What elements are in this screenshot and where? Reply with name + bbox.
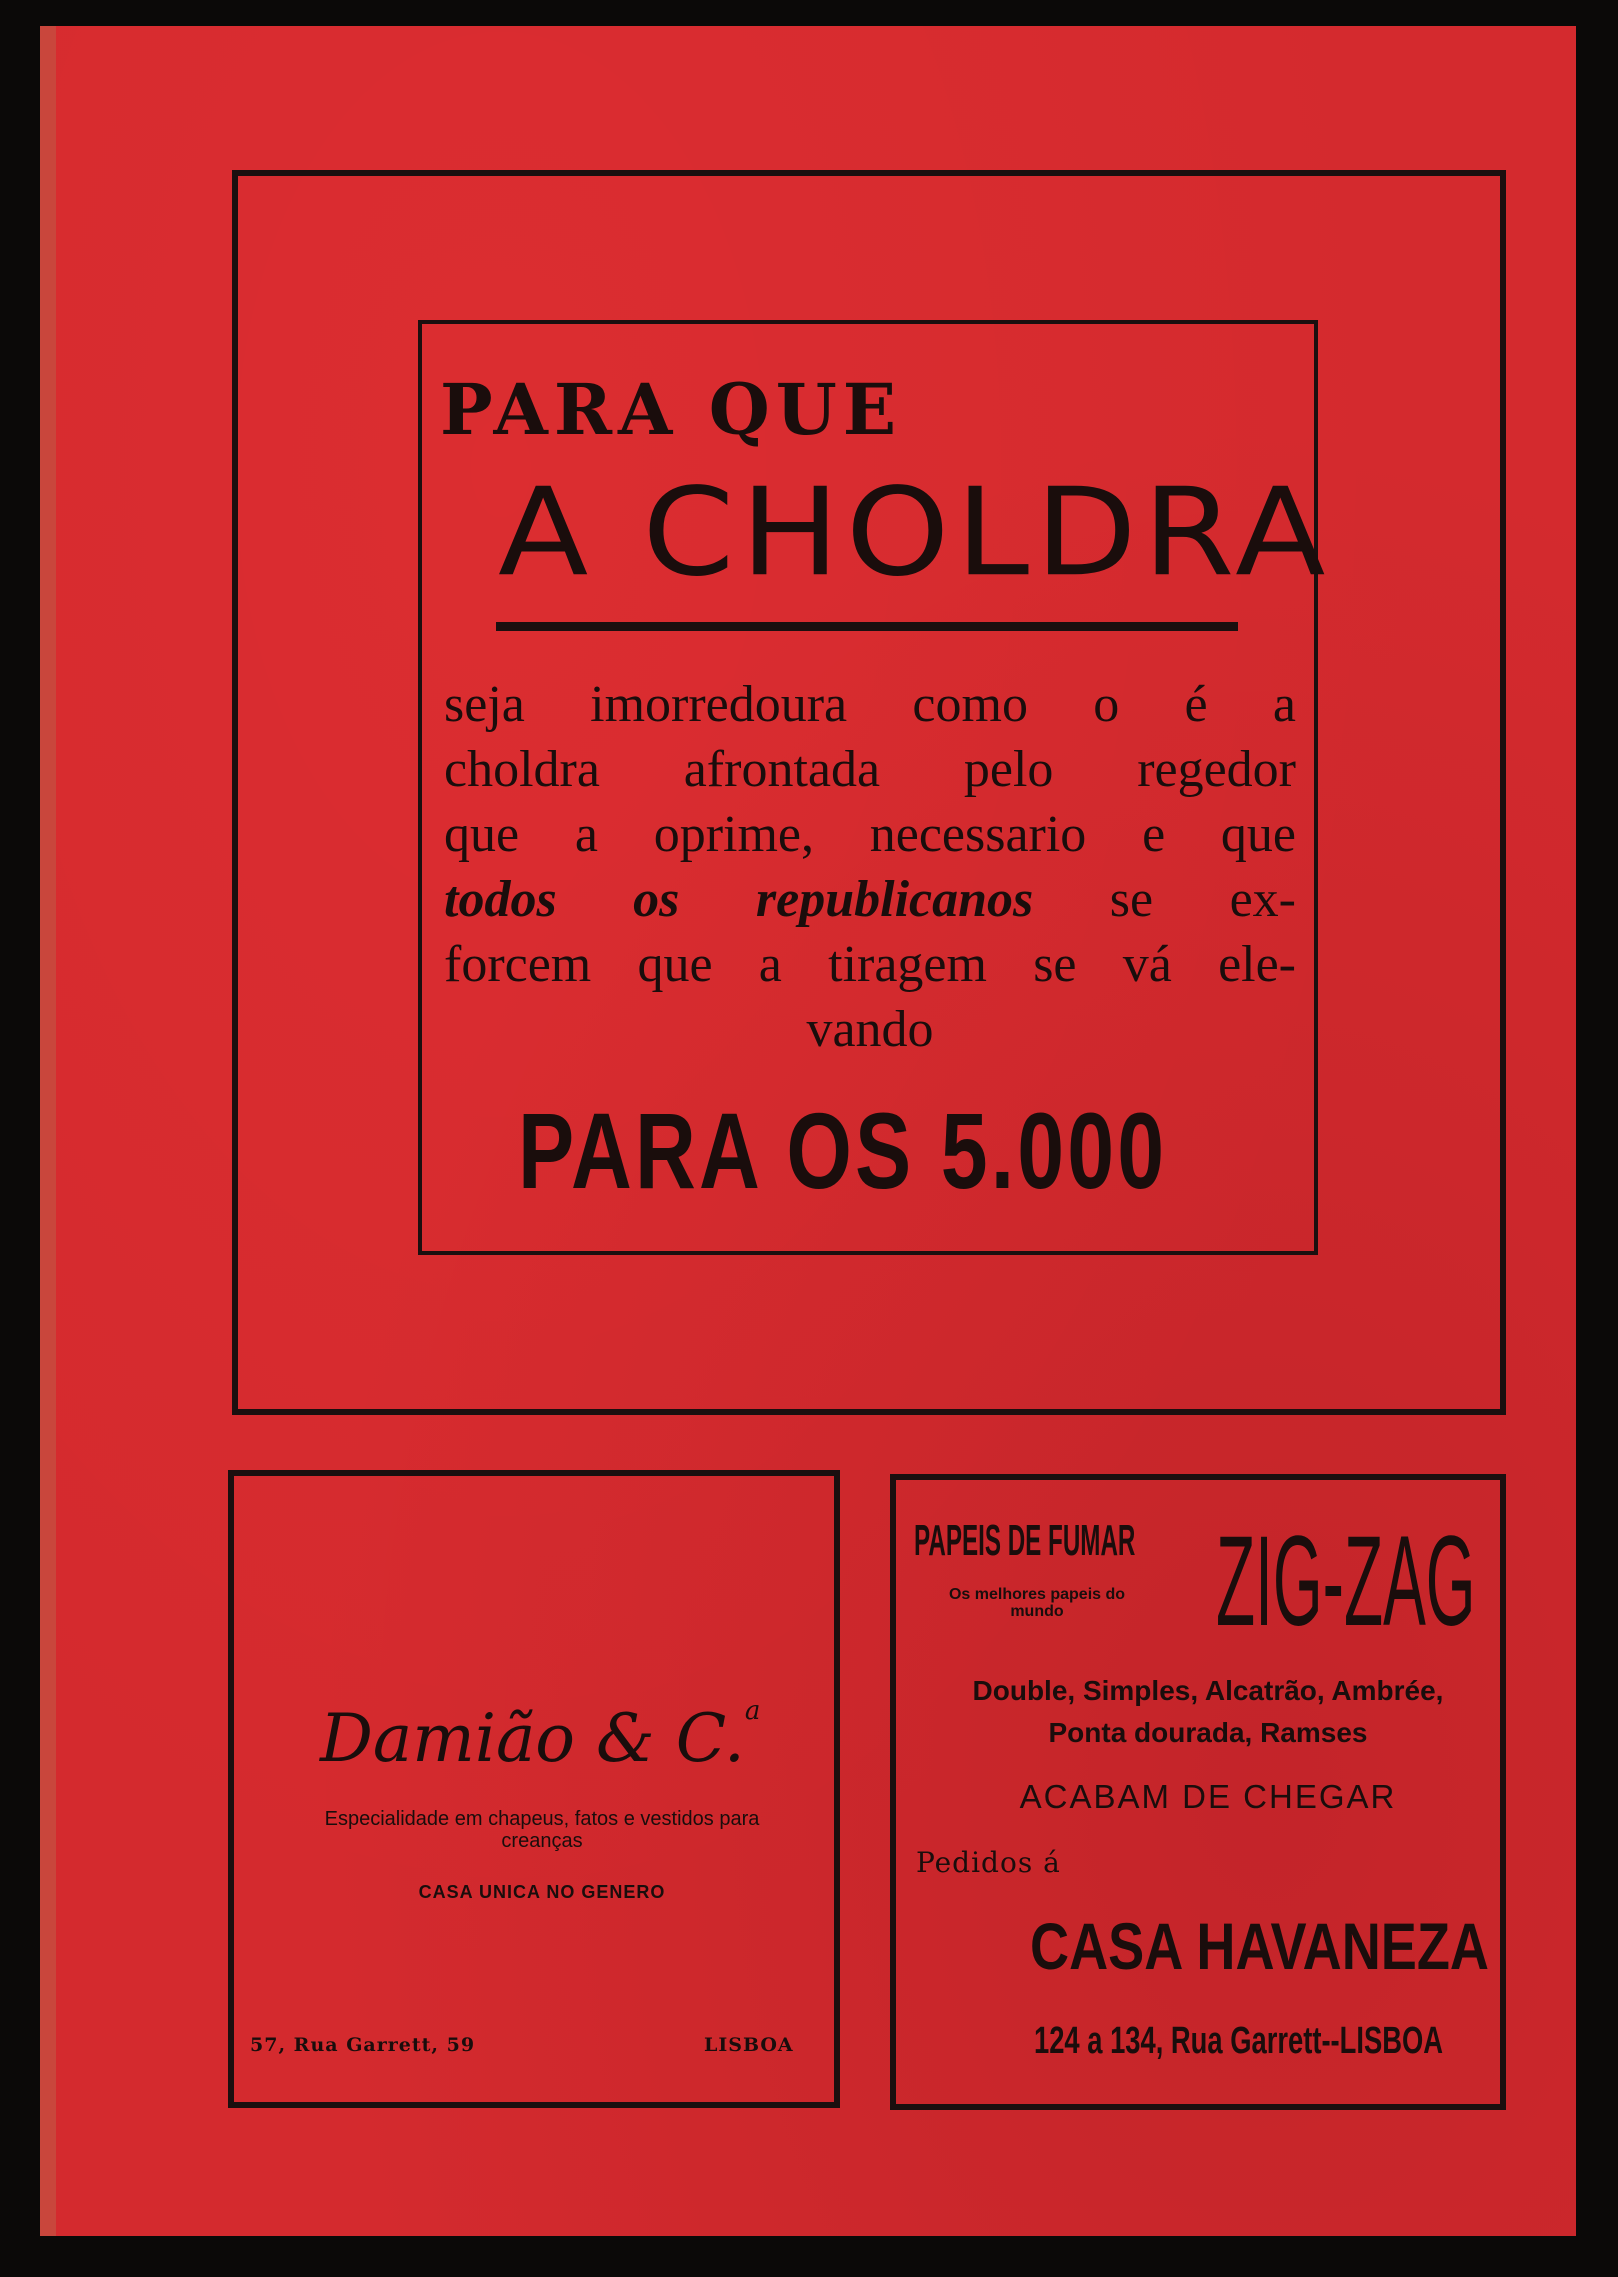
- body-line: forcem que a tiragem se vá ele-: [444, 936, 1296, 993]
- right-ad-papeis: PAPEIS DE FUMAR: [914, 1516, 1136, 1565]
- left-ad-tagline: CASA UNICA NO GENERO: [418, 1882, 666, 1902]
- body-line: que a oprime, necessario e que: [444, 806, 1296, 863]
- body-line: choldra afrontada pelo regedor: [444, 741, 1296, 798]
- main-ad-goal: PARA OS 5.000: [518, 1090, 1168, 1211]
- left-ad-address: 57, Rua Garrett, 59: [250, 2034, 476, 2056]
- main-ad-heading: PARA QUE: [440, 368, 903, 451]
- right-ad-address: 124 a 134, Rua Garrett--LISBOA: [1034, 2020, 1444, 2062]
- types-line: Ponta dourada, Ramses: [1048, 1717, 1368, 1748]
- right-ad-orders: Pedidos á: [916, 1846, 1061, 1879]
- right-ad-arrival: ACABAM DE CHEGAR: [1019, 1778, 1397, 1815]
- main-ad-body: [444, 672, 1296, 1062]
- left-ad-city: LISBOA: [704, 2034, 794, 2056]
- italic-line-rest: se ex-: [1033, 871, 1296, 928]
- left-ad-name-sup: a: [744, 1696, 761, 1726]
- paper-edge: [40, 26, 56, 2236]
- body-line: seja imorredoura como o é a: [444, 676, 1296, 733]
- right-ad-shop: CASA HAVANEZA: [1030, 1909, 1490, 1983]
- italic-phrase: todos os republicanos: [444, 871, 1034, 928]
- left-ad-frame: [228, 1470, 840, 2108]
- body-line-italic: [444, 867, 1296, 932]
- right-ad-types: [918, 1670, 1498, 1754]
- right-ad-brand: ZIG-ZAG: [1216, 1510, 1476, 1653]
- types-line: Double, Simples, Alcatrão, Ambrée,: [972, 1675, 1444, 1706]
- body-line: vando: [806, 1001, 934, 1058]
- title-underline: [496, 622, 1238, 631]
- left-ad-specialty: Especialidade em chapeus, fatos e vestidos para creanças: [324, 1808, 760, 1852]
- left-ad-name: [320, 1696, 761, 1777]
- right-ad-mundo: Os melhores papeis do mundo: [948, 1586, 1126, 1620]
- left-ad-name-text: Damião & C.: [320, 1700, 745, 1777]
- main-ad-title: A CHOLDRA: [498, 462, 1332, 604]
